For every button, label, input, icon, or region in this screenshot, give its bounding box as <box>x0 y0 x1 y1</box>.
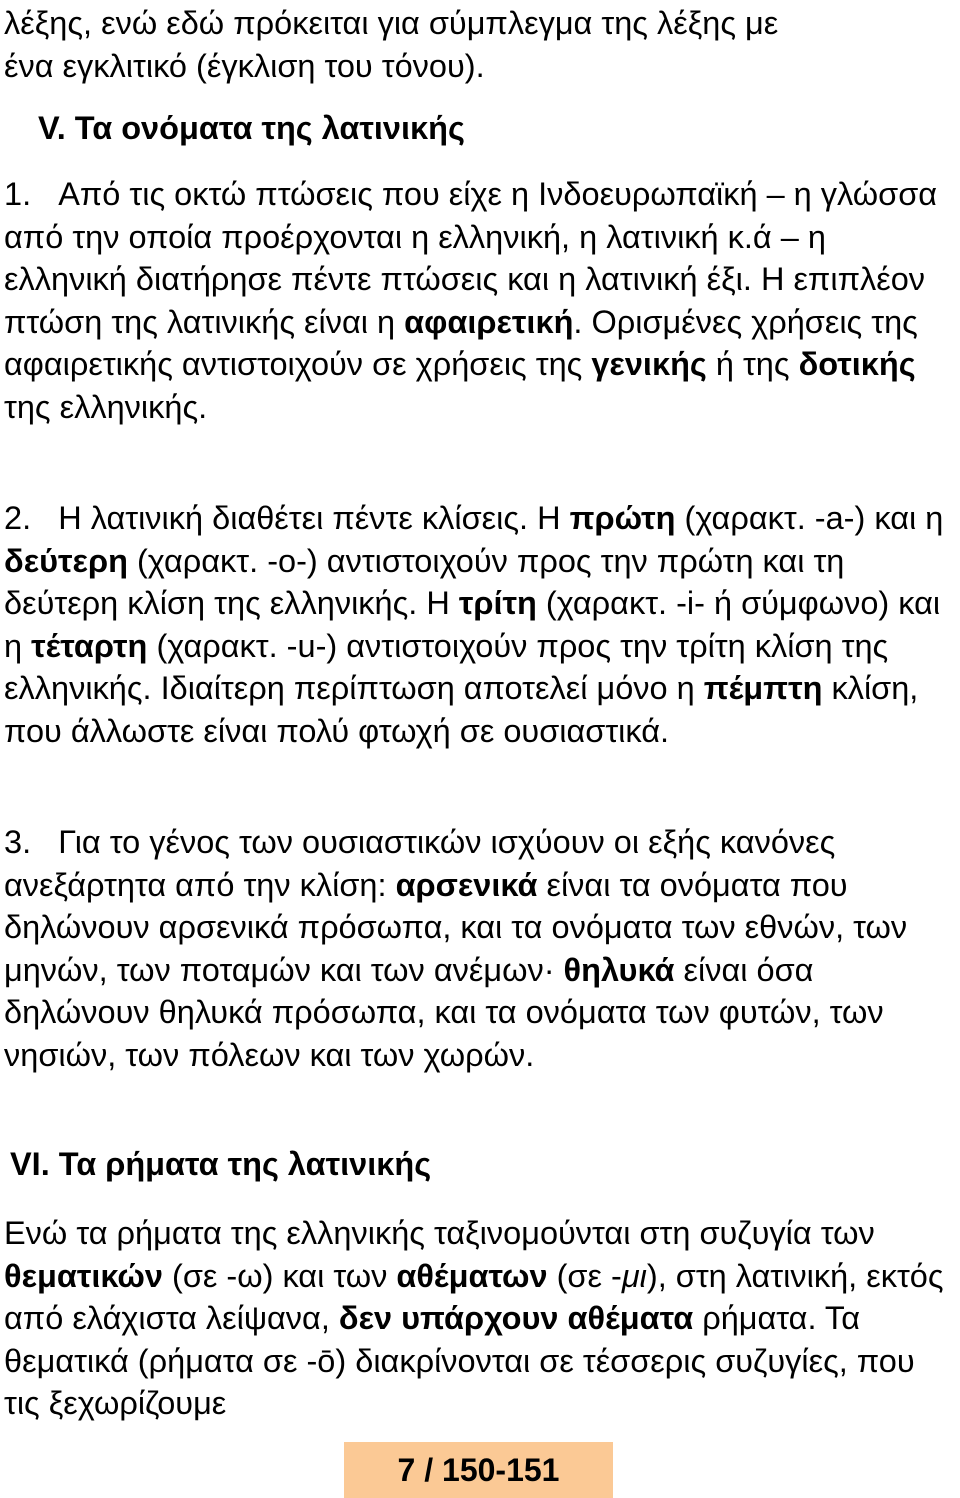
term-genitive: γενικής <box>591 346 707 382</box>
term-dative: δοτικής <box>798 346 916 382</box>
section-5-paragraph-1: 1. Από τις οκτώ πτώσεις που είχε η Ινδοευρωπαϊκή – η γλώσσα από την οποία προέρχονται η ελληνική, η λατινική κ.ά – η ελληνική διατήρησε πέντε πτώσεις και η λατινική έξι. Η επιπλέον πτώση της λατινικής είναι η αφαιρετική. Ορισμένες χρήσεις της αφαιρετικής αντιστοιχούν σε χρήσεις της γενικής ή της δοτικής της ελληνικής. <box>4 176 938 425</box>
term-masculine: αρσενικά <box>395 866 538 903</box>
suffix-mi: μι <box>621 1257 647 1294</box>
intro-line-1: λέξης, ενώ εδώ πρόκειται για σύμπλεγμα της λέξης με <box>4 5 779 41</box>
page-number-footer: 7 / 150-151 <box>344 1442 613 1498</box>
term-ablative: αφαιρετική <box>404 303 574 340</box>
term-third: τρίτη <box>458 585 537 621</box>
paragraph-number: 3. <box>4 824 32 860</box>
term-athematic: αθέματων <box>396 1257 548 1294</box>
paragraph-number: 1. <box>4 176 32 212</box>
term-first: πρώτη <box>569 500 676 536</box>
term-no-athematic: δεν υπάρχουν αθέματα <box>338 1300 694 1336</box>
section-5-title: V. Τα ονόματα της λατινικής <box>38 110 465 146</box>
intro-line-2: ένα εγκλιτικό (έγκλιση του τόνου). <box>4 47 485 84</box>
term-second: δεύτερη <box>4 542 128 579</box>
term-fourth: τέταρτη <box>31 627 148 664</box>
section-5-paragraph-3: 3. Για το γένος των ουσιαστικών ισχύουν οι εξής κανόνες ανεξάρτητα από την κλίση: αρσενικά είναι τα ονόματα που δηλώνουν αρσενικά πρόσωπα, και τα ονόματα των εθνών, των μηνών, των ποταμών και των ανέμων· θηλυκά είναι όσα δηλώνουν θηλυκά πρόσωπα, και τα ονόματα των φυτών, των νησιών, των πόλεων και των χωρών. <box>4 824 908 1073</box>
intro-paragraph <box>4 2 954 87</box>
paragraph-number: 2. <box>4 500 32 536</box>
term-feminine: θηλυκά <box>563 951 675 988</box>
term-fifth: πέμπτη <box>703 670 823 706</box>
term-thematic: θεματικών <box>4 1257 163 1294</box>
section-6-paragraph-1: Ενώ τα ρήματα της ελληνικής ταξινομούνται στη συζυγία των θεματικών (σε -ω) και των αθέματων (σε -μι), στη λατινική, εκτός από ελάχιστα λείψανα, δεν υπάρχουν αθέματα ρήματα. Τα θεματικά (ρήματα σε -ō) διακρίνονται σε τέσσερις συζυγίες, που τις ξεχωρίζουμε <box>4 1215 944 1421</box>
section-6-title: VI. Τα ρήματα της λατινικής <box>10 1146 432 1182</box>
section-5-paragraph-2: 2. Η λατινική διαθέτει πέντε κλίσεις. Η πρώτη (χαρακτ. -a-) και η δεύτερη (χαρακτ. -o-) αντιστοιχούν προς την πρώτη και τη δεύτερη κλίση της ελληνικής. Η τρίτη (χαρακτ. -i- ή σύμφωνο) και η τέταρτη (χαρακτ. -u-) αντιστοιχούν προς την τρίτη κλίση της ελληνικής. Ιδιαίτερη περίπτωση αποτελεί μόνο η πέμπτη κλίση, που άλλωστε είναι πολύ φτωχή σε ουσιαστικά. <box>4 500 944 749</box>
